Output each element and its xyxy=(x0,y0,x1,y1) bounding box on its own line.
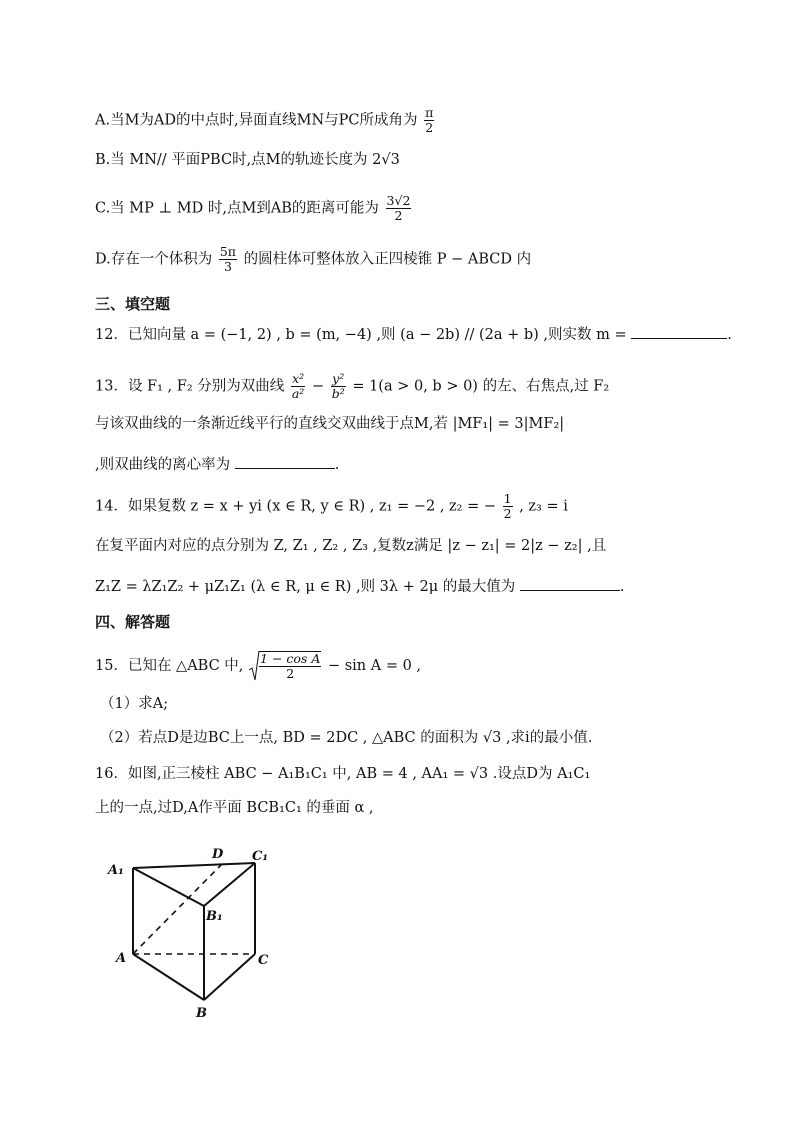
label-b: B xyxy=(196,1006,207,1020)
label-c1: C₁ xyxy=(252,849,269,864)
option-d-suffix: 的圆柱体可整体放入正四棱锥 P − ABCD 内 xyxy=(243,251,532,268)
option-b xyxy=(95,150,400,170)
fraction-denominator: 2 xyxy=(394,208,403,223)
fraction-numerator: x² xyxy=(292,371,305,386)
question-12-end: . xyxy=(727,327,732,343)
question-13-line-1 xyxy=(95,372,609,401)
question-15-line-1 xyxy=(95,650,421,682)
question-13-end: . xyxy=(334,457,340,473)
option-a-text: A.当M为AD的中点时,异面直线MN与PC所成角为 xyxy=(95,112,418,129)
edge-a-b xyxy=(133,954,204,1000)
edge-a1-b1 xyxy=(133,868,204,906)
fraction-numerator: 3√2 xyxy=(386,193,411,208)
question-15-suffix: − sin A = 0 , xyxy=(327,658,422,674)
sqrt-expression xyxy=(248,650,323,682)
question-13-line-3-text: ,则双曲线的离心率为 xyxy=(95,457,231,473)
question-14-prefix: 14．如果复数 z = x + yi (x ∈ R, y ∈ R) , z₁ = −2 , z₂ = − xyxy=(95,498,497,515)
prism-figure xyxy=(100,840,290,1020)
question-14-line-2: 在复平面内对应的点分别为 Z, Z₁ , Z₂ , Z₃ ,复数z满足 |z − z₁| = 2|z − z₂| ,且 xyxy=(95,538,607,554)
fraction-denominator: 2 xyxy=(425,120,434,135)
question-13-suffix: = 1(a > 0, b > 0) 的左、右焦点,过 F₂ xyxy=(352,378,610,395)
option-d xyxy=(95,245,531,274)
question-16-line-1: 16．如图,正三棱柱 ABC − A₁B₁C₁ 中, AB = 4 , AA₁ = √3 .设点D为 A₁C₁ xyxy=(95,766,591,782)
question-15-part-1: （1）求A; xyxy=(100,696,169,712)
fraction-denominator: a² xyxy=(291,386,305,401)
label-b1: B₁ xyxy=(206,909,223,924)
question-13-line-2: 与该双曲线的一条渐近线平行的直线交双曲线于点M,若 |MF₁| = 3|MF₂| xyxy=(95,416,565,432)
question-14-end: . xyxy=(619,579,625,595)
question-13-prefix: 13．设 F₁ , F₂ 分别为双曲线 xyxy=(95,378,285,395)
question-15-part-2: （2）若点D是边BC上一点, BD = 2DC , △ABC 的面积为 √3 ,求i的最小值. xyxy=(100,730,593,746)
question-14-line-1 xyxy=(95,492,568,521)
section-title-solutions: 四、解答题 xyxy=(95,613,171,631)
fraction-denominator: 2 xyxy=(286,666,295,681)
answer-blank xyxy=(631,322,727,339)
question-15-prefix: 15．已知在 △ABC 中, xyxy=(95,658,244,674)
fraction-numerator: π xyxy=(425,105,434,120)
section-title-fill-in: 三、填空题 xyxy=(95,295,171,313)
label-c: C xyxy=(258,953,269,968)
fraction-denominator: 2 xyxy=(503,506,512,521)
answer-blank xyxy=(235,452,335,469)
sqrt-fraction xyxy=(259,651,321,681)
label-a: A xyxy=(116,951,127,966)
option-b-text: B.当 MN// 平面PBC时,点M的轨迹长度为 2√3 xyxy=(95,152,400,168)
fraction-denominator: 3 xyxy=(223,259,232,274)
fraction-denominator: b² xyxy=(331,386,345,401)
option-d-prefix: D.存在一个体积为 xyxy=(95,251,213,268)
option-d-fraction xyxy=(219,245,237,274)
edge-a1-c1 xyxy=(133,863,255,868)
question-14-fraction xyxy=(503,492,513,521)
question-14-line-3-text: Z₁Z = λZ₁Z₂ + μZ₁Z₁ (λ ∈ R, μ ∈ R) ,则 3λ + 2μ 的最大值为 xyxy=(95,579,516,595)
question-16-line-2: 上的一点,过D,A作平面 BCB₁C₁ 的垂面 α , xyxy=(95,800,374,816)
fraction-numerator: 1 xyxy=(503,491,512,506)
label-d: D xyxy=(212,847,224,862)
edge-b-c xyxy=(204,954,255,1000)
question-12 xyxy=(95,322,732,345)
question-12-text: 12．已知向量 a = (−1, 2) , b = (m, −4) ,则 (a − 2b) // (2a + b) ,则实数 m = xyxy=(95,327,627,343)
option-a-fraction xyxy=(424,106,434,135)
minus-sign: − xyxy=(311,378,325,395)
option-c xyxy=(95,194,413,223)
question-13-fraction-y xyxy=(331,372,346,401)
question-14-suffix: , z₃ = i xyxy=(519,498,568,515)
answer-blank xyxy=(520,574,620,591)
edge-b1-c1 xyxy=(204,863,255,906)
option-c-fraction xyxy=(386,194,412,223)
question-14-line-3 xyxy=(95,574,624,597)
fraction-numerator: y² xyxy=(332,371,345,386)
fraction-numerator: 5π xyxy=(219,244,236,259)
question-13-line-3 xyxy=(95,452,339,475)
option-c-text: C.当 MP ⊥ MD 时,点M到AB的距离可能为 xyxy=(95,200,379,217)
label-a1: A₁ xyxy=(108,863,124,878)
question-13-fraction-x xyxy=(291,372,305,401)
fraction-numerator: 1 − cos A xyxy=(260,651,321,666)
option-a xyxy=(95,106,436,135)
